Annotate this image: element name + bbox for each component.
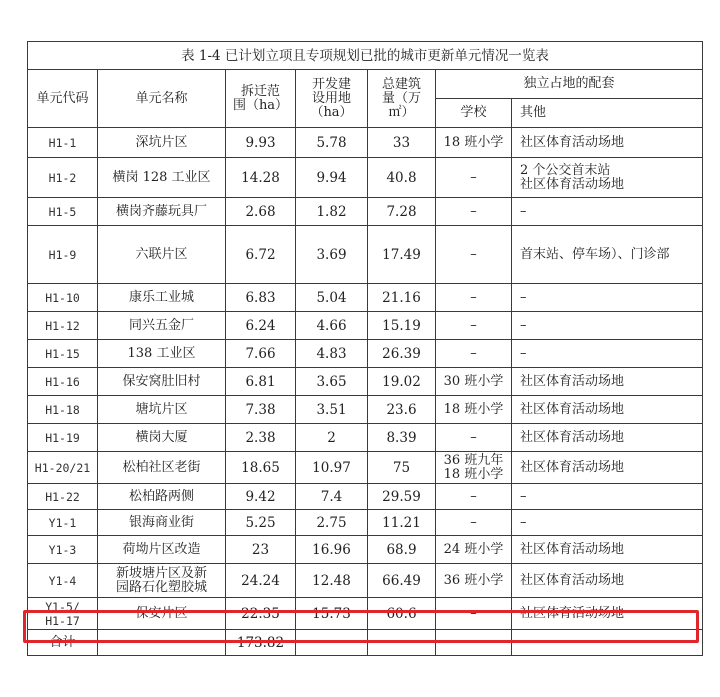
cell-total: 60.6 bbox=[368, 598, 436, 630]
total-empty bbox=[296, 630, 368, 656]
cell-code: H1-16 bbox=[28, 368, 98, 396]
cell-total: 17.49 bbox=[368, 226, 436, 284]
cell-other: 社区体育活动场地 bbox=[512, 564, 703, 598]
table-row bbox=[28, 158, 703, 198]
cell-name: 塘坑片区 bbox=[98, 396, 226, 424]
cell-demolish: 2.68 bbox=[226, 198, 296, 226]
cell-develop: 4.83 bbox=[296, 340, 368, 368]
cell-name: 松柏社区老街 bbox=[98, 452, 226, 484]
cell-demolish: 6.72 bbox=[226, 226, 296, 284]
cell-name: 新坡塘片区及新 园路石化塑胶城 bbox=[98, 564, 226, 598]
cell-school: – bbox=[436, 158, 512, 198]
cell-demolish: 23 bbox=[226, 536, 296, 564]
cell-total: 29.59 bbox=[368, 484, 436, 510]
table-row bbox=[28, 198, 703, 226]
cell-demolish: 6.83 bbox=[226, 284, 296, 312]
table-row bbox=[28, 452, 703, 484]
cell-school: 18 班小学 bbox=[436, 128, 512, 158]
table-row bbox=[28, 396, 703, 424]
cell-demolish: 2.38 bbox=[226, 424, 296, 452]
cell-develop: 5.04 bbox=[296, 284, 368, 312]
cell-develop: 7.4 bbox=[296, 484, 368, 510]
cell-school: 36 班九年 18 班小学 bbox=[436, 452, 512, 484]
cell-total: 19.02 bbox=[368, 368, 436, 396]
cell-name: 保安片区 bbox=[98, 598, 226, 630]
cell-develop: 5.78 bbox=[296, 128, 368, 158]
table-row bbox=[28, 368, 703, 396]
cell-demolish: 18.65 bbox=[226, 452, 296, 484]
cell-total: 15.19 bbox=[368, 312, 436, 340]
total-empty bbox=[512, 630, 703, 656]
cell-develop: 1.82 bbox=[296, 198, 368, 226]
cell-school: – bbox=[436, 510, 512, 536]
cell-code: H1-15 bbox=[28, 340, 98, 368]
cell-total: 75 bbox=[368, 452, 436, 484]
cell-develop: 12.48 bbox=[296, 564, 368, 598]
cell-school: – bbox=[436, 484, 512, 510]
cell-code: H1-10 bbox=[28, 284, 98, 312]
cell-code: Y1-3 bbox=[28, 536, 98, 564]
total-empty bbox=[436, 630, 512, 656]
cell-other: 社区体育活动场地 bbox=[512, 128, 703, 158]
cell-other: 首末站、停车场）、门诊部 bbox=[512, 226, 703, 284]
cell-code: Y1-5/ H1-17 bbox=[28, 598, 98, 630]
cell-demolish: 14.28 bbox=[226, 158, 296, 198]
header-develop: 开发建 设用地 （ha） bbox=[296, 70, 368, 128]
cell-demolish: 6.81 bbox=[226, 368, 296, 396]
total-label: 合计 bbox=[28, 630, 98, 656]
cell-develop: 2 bbox=[296, 424, 368, 452]
cell-develop: 15.73 bbox=[296, 598, 368, 630]
cell-school: 24 班小学 bbox=[436, 536, 512, 564]
cell-school: – bbox=[436, 284, 512, 312]
cell-other: – bbox=[512, 284, 703, 312]
cell-code: Y1-1 bbox=[28, 510, 98, 536]
cell-school: 18 班小学 bbox=[436, 396, 512, 424]
cell-develop: 3.69 bbox=[296, 226, 368, 284]
cell-develop: 16.96 bbox=[296, 536, 368, 564]
cell-code: H1-19 bbox=[28, 424, 98, 452]
cell-name: 松柏路两侧 bbox=[98, 484, 226, 510]
table-row bbox=[28, 340, 703, 368]
cell-other: 社区体育活动场地 bbox=[512, 424, 703, 452]
cell-school: – bbox=[436, 424, 512, 452]
cell-school: – bbox=[436, 598, 512, 630]
cell-code: H1-22 bbox=[28, 484, 98, 510]
cell-name: 荷坳片区改造 bbox=[98, 536, 226, 564]
cell-school: – bbox=[436, 340, 512, 368]
cell-other: – bbox=[512, 340, 703, 368]
cell-school: – bbox=[436, 198, 512, 226]
cell-total: 23.6 bbox=[368, 396, 436, 424]
total-empty bbox=[368, 630, 436, 656]
header-code: 单元代码 bbox=[28, 70, 98, 128]
header-total: 总建筑 量（万 ㎡） bbox=[368, 70, 436, 128]
table-row bbox=[28, 510, 703, 536]
cell-code: H1-2 bbox=[28, 158, 98, 198]
table-row bbox=[28, 598, 703, 630]
header-school: 学校 bbox=[436, 99, 512, 128]
cell-name: 同兴五金厂 bbox=[98, 312, 226, 340]
cell-code: H1-1 bbox=[28, 128, 98, 158]
table-row bbox=[28, 484, 703, 510]
cell-school: 36 班小学 bbox=[436, 564, 512, 598]
cell-demolish: 5.25 bbox=[226, 510, 296, 536]
cell-other: 社区体育活动场地 bbox=[512, 536, 703, 564]
cell-code: Y1-4 bbox=[28, 564, 98, 598]
table-row bbox=[28, 128, 703, 158]
table-row bbox=[28, 564, 703, 598]
cell-develop: 3.65 bbox=[296, 368, 368, 396]
cell-code: H1-9 bbox=[28, 226, 98, 284]
cell-demolish: 9.42 bbox=[226, 484, 296, 510]
header-facilities: 独立占地的配套 bbox=[436, 70, 703, 99]
cell-total: 68.9 bbox=[368, 536, 436, 564]
renewal-units-table bbox=[27, 41, 703, 656]
total-name-empty bbox=[98, 630, 226, 656]
cell-school: – bbox=[436, 226, 512, 284]
cell-develop: 10.97 bbox=[296, 452, 368, 484]
table-row bbox=[28, 536, 703, 564]
cell-other: – bbox=[512, 484, 703, 510]
cell-demolish: 22.35 bbox=[226, 598, 296, 630]
cell-name: 138 工业区 bbox=[98, 340, 226, 368]
cell-other: 社区体育活动场地 bbox=[512, 368, 703, 396]
cell-total: 7.28 bbox=[368, 198, 436, 226]
cell-code: H1-12 bbox=[28, 312, 98, 340]
cell-other: – bbox=[512, 312, 703, 340]
table-row bbox=[28, 284, 703, 312]
cell-develop: 3.51 bbox=[296, 396, 368, 424]
cell-name: 深坑片区 bbox=[98, 128, 226, 158]
cell-name: 六联片区 bbox=[98, 226, 226, 284]
cell-demolish: 6.24 bbox=[226, 312, 296, 340]
cell-other: 社区体育活动场地 bbox=[512, 396, 703, 424]
header-name: 单元名称 bbox=[98, 70, 226, 128]
cell-total: 33 bbox=[368, 128, 436, 158]
cell-name: 横岗大厦 bbox=[98, 424, 226, 452]
table-container bbox=[27, 41, 702, 656]
cell-develop: 9.94 bbox=[296, 158, 368, 198]
cell-demolish: 24.24 bbox=[226, 564, 296, 598]
cell-other: – bbox=[512, 510, 703, 536]
total-demolish: 173.82 bbox=[226, 630, 296, 656]
cell-code: H1-5 bbox=[28, 198, 98, 226]
cell-demolish: 9.93 bbox=[226, 128, 296, 158]
cell-total: 11.21 bbox=[368, 510, 436, 536]
cell-demolish: 7.38 bbox=[226, 396, 296, 424]
table-caption: 表 1-4 已计划立项且专项规划已批的城市更新单元情况一览表 bbox=[28, 42, 703, 70]
header-demolish: 拆迁范 围（ha） bbox=[226, 70, 296, 128]
cell-school: – bbox=[436, 312, 512, 340]
cell-other: 社区体育活动场地 bbox=[512, 452, 703, 484]
table-row bbox=[28, 226, 703, 284]
cell-name: 银海商业街 bbox=[98, 510, 226, 536]
table-row bbox=[28, 424, 703, 452]
cell-name: 横岗 128 工业区 bbox=[98, 158, 226, 198]
cell-code: H1-18 bbox=[28, 396, 98, 424]
cell-other: 社区体育活动场地 bbox=[512, 598, 703, 630]
cell-total: 8.39 bbox=[368, 424, 436, 452]
cell-code: H1-20/21 bbox=[28, 452, 98, 484]
table-row bbox=[28, 312, 703, 340]
header-other: 其他 bbox=[512, 99, 703, 128]
cell-school: 30 班小学 bbox=[436, 368, 512, 396]
cell-name: 康乐工业城 bbox=[98, 284, 226, 312]
cell-other: 2 个公交首末站 社区体育活动场地 bbox=[512, 158, 703, 198]
cell-other: – bbox=[512, 198, 703, 226]
cell-develop: 4.66 bbox=[296, 312, 368, 340]
cell-name: 横岗齐藤玩具厂 bbox=[98, 198, 226, 226]
cell-total: 66.49 bbox=[368, 564, 436, 598]
cell-name: 保安窝肚旧村 bbox=[98, 368, 226, 396]
cell-total: 26.39 bbox=[368, 340, 436, 368]
cell-total: 21.16 bbox=[368, 284, 436, 312]
cell-demolish: 7.66 bbox=[226, 340, 296, 368]
cell-total: 40.8 bbox=[368, 158, 436, 198]
cell-develop: 2.75 bbox=[296, 510, 368, 536]
